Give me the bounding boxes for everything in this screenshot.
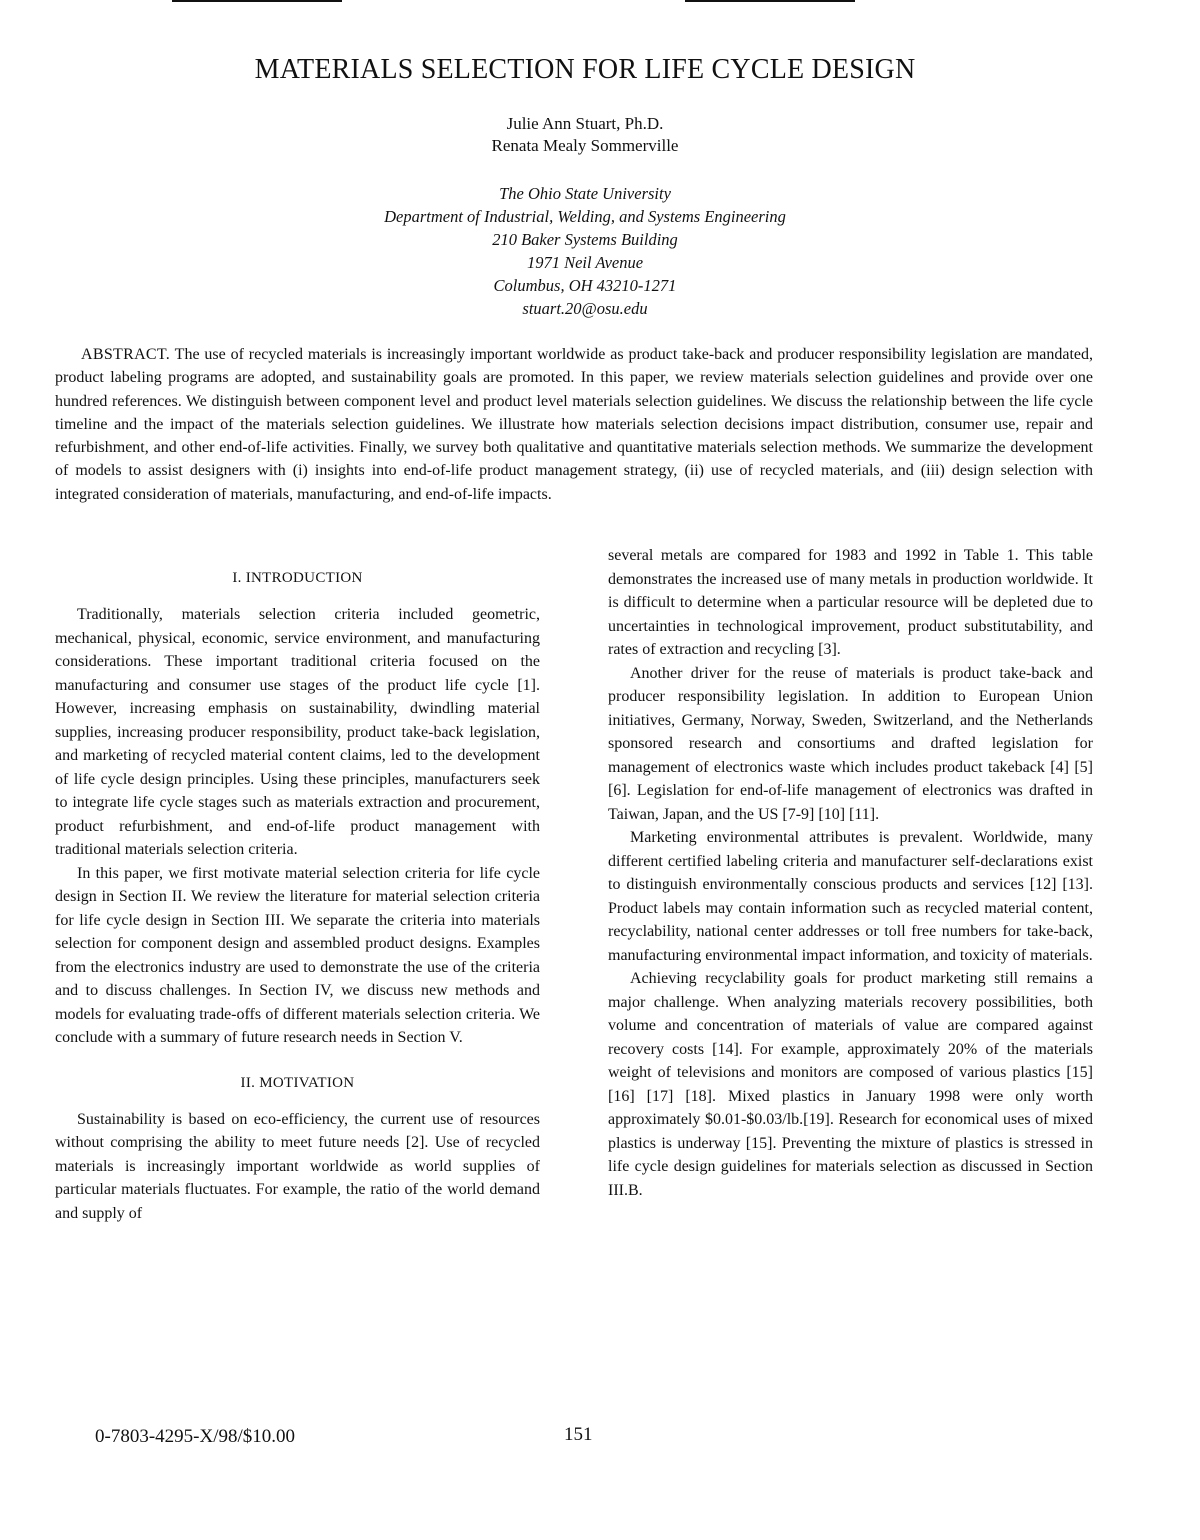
author-name: Julie Ann Stuart, Ph.D. [506,114,664,133]
left-column [55,567,540,1225]
author-name: Renata Mealy Sommerville [491,136,679,155]
affiliation-city: Columbus, OH 43210-1271 [493,276,677,295]
body-paragraph: Traditionally, materials selection criteria included geometric, mechanical, physical, economic, service environment, and manufacturing considerations. These important traditional criteria focused on the manufacturing and consumer use stages of the product life cycle [1]. However, increasing emphasis on sustainability, dwindling material supplies, increasing producer responsibility, product take-back legislation, and marketing of recycled material content claims, led to the development of life cycle design principles. Using these principles, manufacturers seek to integrate life cycle stages such as materials extraction and procurement, product refurbishment, and end-of-life product management with traditional materials selection criteria. [55,606,540,858]
affiliation-building: 210 Baker Systems Building [492,230,678,249]
page-number: 151 [564,1424,593,1445]
affiliation-block [0,182,1170,320]
abstract-label: ABSTRACT. [81,346,171,363]
body-paragraph: several metals are compared for 1983 and 1992 in Table 1. This table demonstrates the increased use of many metals in production worldwide. It is difficult to determine when a particular resource will be depleted due to uncertainties in technological improvement, product substitutability, and rates of extraction and recycling [3]. [608,547,1093,658]
body-paragraph: Sustainability is based on eco-efficiency, the current use of resources without comprising the ability to meet future needs [2]. Use of recycled materials is increasingly important worldwide as world supplies of particular materials fluctuates. For example, the ratio of the world demand and supply of [55,1110,540,1222]
abstract [55,343,1093,506]
section-heading-introduction: I. INTRODUCTION [232,570,363,586]
footer-isbn-code: 0-7803-4295-X/98/$10.00 [95,1426,296,1447]
affiliation-street: 1971 Neil Avenue [526,253,644,272]
paper-title: MATERIALS SELECTION FOR LIFE CYCLE DESIGN [254,54,916,85]
header-rule-right [685,0,855,2]
body-paragraph: Marketing environmental attributes is prevalent. Worldwide, many different certified labeling criteria and manufacturer self-declarations exist to distinguish environmentally conscious products and services [12] [13]. Product labels may contain information such as recycled material content, recyclability, national center addresses or toll free numbers for take-back, manufacturing environmental impact information, and toxicity of materials. [608,829,1093,964]
body-paragraph: Another driver for the reuse of materials is product take-back and producer responsibility legislation. In addition to European Union initiatives, Germany, Norway, Sweden, Switzerland, and the Netherlands sponsored research and consortiums and drafted legislation for management of electronics waste which includes product takeback [4] [5] [6]. Legislation for end-of-life management of electronics was drafted in Taiwan, Japan, and the US [7-9] [10] [11]. [608,664,1093,823]
body-paragraph: In this paper, we first motivate material selection criteria for life cycle design in Section II. We review the literature for material selection criteria for life cycle design in Section III. We separate the criteria into materials selection for component design and assembled product designs. Examples from the electronics industry are used to demonstrate the use of the criteria and to discuss challenges. In Section IV, we discuss new methods and models for evaluating trade-offs of different materials selection criteria. We conclude with a summary of future research needs in Section V. [55,864,540,1046]
section-heading-motivation: II. MOTIVATION [240,1074,355,1091]
right-column [608,544,1093,1202]
author-list [0,113,1170,157]
header-rule-left [172,0,342,2]
abstract-text: The use of recycled materials is increasingly important worldwide as product take-back and producer responsibility legislation are mandated, product labeling programs are adopted, and sustainability goals are promoted. In this paper, we review materials selection guidelines and provide over one hundred references. We distinguish between component level and product level materials selection guidelines. We discuss the relationship between the life cycle timeline and the impact of the materials selection guidelines. We illustrate how materials selection decisions impact distribution, consumer use, repair and refurbishment, and other end-of-life activities. Finally, we survey both qualitative and quantitative materials selection methods. We summarize the development of models to assist designers with (i) insights into end-of-life product management strategy, (ii) use of recycled materials, and (iii) design selection with integrated consideration of materials, manufacturing, and end-of-life impacts. [55,346,1093,503]
affiliation-department: Department of Industrial, Welding, and Systems Engineering [384,207,786,226]
affiliation-email: stuart.20@osu.edu [522,299,648,318]
affiliation-university: The Ohio State University [499,184,671,203]
body-paragraph: Achieving recyclability goals for product marketing still remains a major challenge. When analyzing materials recovery possibilities, both volume and concentration of materials of value are compared against recovery costs [14]. For example, approximately 20% of the materials weight of televisions and monitors are composed of various plastics [15] [16] [17] [18]. Mixed plastics in January 1998 were only worth approximately $0.01-$0.03/lb.[19]. Research for economical uses of mixed plastics is underway [15]. Preventing the mixture of plastics is stressed in life cycle design guidelines for materials selection as discussed in Section III.B. [608,970,1093,1199]
